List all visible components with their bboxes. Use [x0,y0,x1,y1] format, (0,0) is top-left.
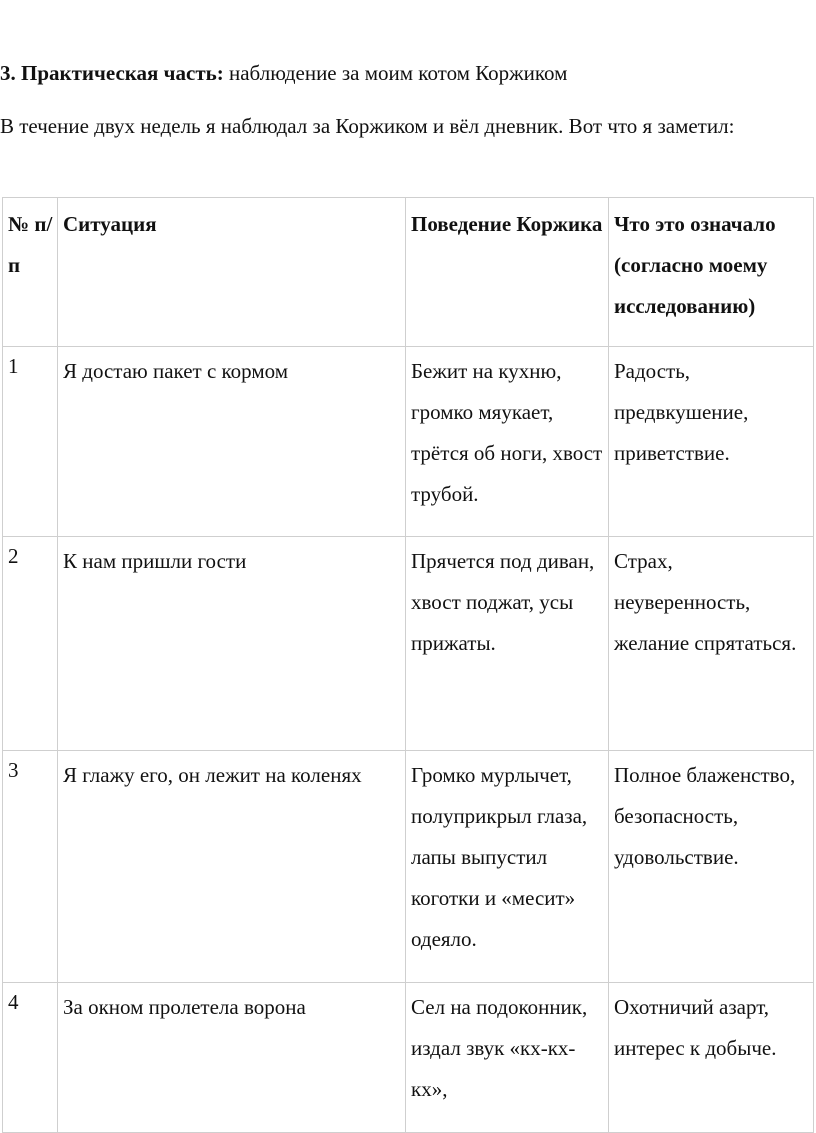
header-meaning: Что это означало (согласно моему исследованию) [609,198,814,347]
row-situation: За окном пролетела ворона [58,983,406,1133]
row-meaning: Радость, предвкушение, приветствие. [609,347,814,537]
row-number: 3 [3,751,58,983]
table-row [3,751,814,983]
row-meaning: Полное блаженство, безопасность, удовольствие. [609,751,814,983]
section-title: 3. Практическая часть: [0,61,224,85]
row-meaning: Страх, неуверенность, желание спрятаться. [609,537,814,751]
row-behavior: Прячется под диван, хвост поджат, усы прижаты. [406,537,609,751]
row-meaning: Охотничий азарт, интерес к добыче. [609,983,814,1133]
table-row [3,347,814,537]
row-number: 4 [3,983,58,1133]
row-behavior: Бежит на кухню, громко мяукает, трётся об ноги, хвост трубой. [406,347,609,537]
row-behavior: Сел на подоконник, издал звук «кх-кх-кх», [406,983,609,1133]
row-situation: Я глажу его, он лежит на коленях [58,751,406,983]
table-row [3,983,814,1133]
header-number: № п/п [3,198,58,347]
section-subtitle: наблюдение за моим котом Коржиком [223,61,568,85]
row-number: 1 [3,347,58,537]
row-situation: К нам пришли гости [58,537,406,751]
table-header-row [3,198,814,347]
row-number: 2 [3,537,58,751]
observation-table [2,197,814,1133]
table-row [3,537,814,751]
header-behavior: Поведение Коржика [406,198,609,347]
header-situation: Ситуация [58,198,406,347]
row-situation: Я достаю пакет с кормом [58,347,406,537]
section-heading [0,58,567,88]
row-behavior: Громко мурлычет, полуприкрыл глаза, лапы выпустил коготки и «месит» одеяло. [406,751,609,983]
intro-paragraph: В течение двух недель я наблюдал за Коржиком и вёл дневник. Вот что я заметил: [0,114,735,138]
